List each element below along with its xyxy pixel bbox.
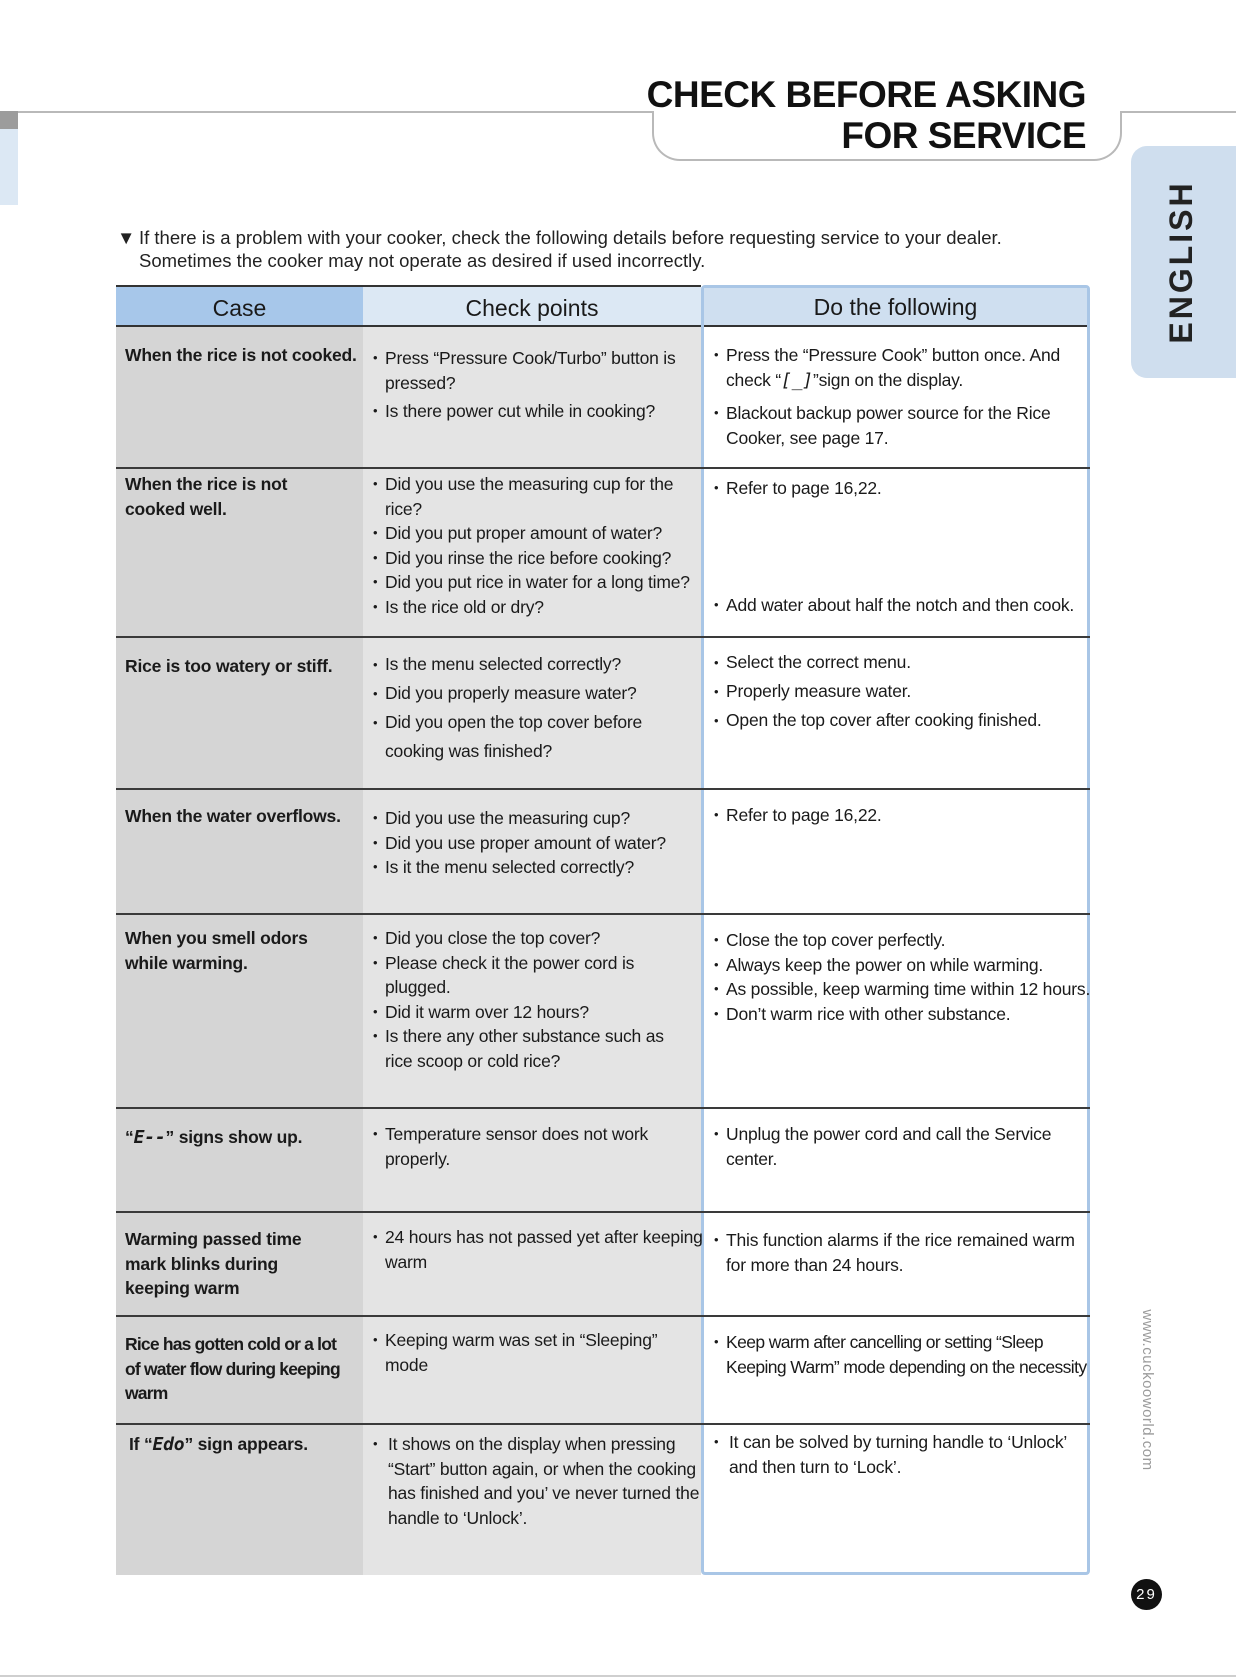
row-divider — [116, 1423, 1090, 1425]
row-3-case: Rice is too watery or stiff. — [125, 656, 333, 676]
check-item: • Please check it the power cord is plugged. — [373, 951, 703, 1000]
row-1-case: When the rice is not cooked. — [125, 345, 357, 365]
check-item: • Is the rice old or dry? — [373, 595, 703, 620]
intro-paragraph — [117, 226, 1092, 272]
row-7-do — [714, 1228, 1094, 1277]
language-label: ENGLISH — [1163, 180, 1199, 344]
case-text-part: “ — [125, 1127, 134, 1147]
row-7-case: Warming passed time mark blinks during keeping warm — [125, 1229, 302, 1298]
page-title — [647, 74, 1086, 156]
do-item: • Add water about half the notch and then cook. — [714, 593, 1094, 618]
lcd-error-symbol: Edo — [152, 1434, 185, 1455]
check-item: • Keeping warm was set in “Sleeping” mode — [373, 1328, 665, 1377]
case-text-part: ” signs show up. — [165, 1127, 303, 1147]
do-item: • Don’t warm rice with other substance. — [714, 1002, 1094, 1027]
do-item: • This function alarms if the rice remained warm for more than 24 hours. — [714, 1228, 1076, 1277]
do-item: • Close the top cover perfectly. — [714, 928, 1094, 953]
triangle-down-icon: ▼ — [117, 227, 136, 248]
header-rule — [18, 111, 658, 113]
check-item: • Did you put rice in water for a long time? — [373, 570, 703, 595]
row-7-check — [373, 1225, 703, 1274]
check-item: • Did you use the measuring cup? — [373, 806, 703, 831]
header-do-the-following: Do the following — [704, 288, 1087, 327]
check-item: • Is the menu selected correctly? — [373, 650, 703, 679]
lcd-error-symbol: E-- — [133, 1127, 166, 1148]
check-item: • Did it warm over 12 hours? — [373, 1000, 703, 1025]
check-item: • Did you close the top cover? — [373, 926, 703, 951]
do-item: • Always keep the power on while warming. — [714, 953, 1094, 978]
row-1-check — [373, 346, 703, 424]
check-item: • Is there any other substance such as rice scoop or cold rice? — [373, 1024, 690, 1073]
do-item: • Unplug the power cord and call the Service center. — [714, 1122, 1056, 1171]
website-url: www.cuckooworld.com — [1139, 1309, 1156, 1471]
side-accent — [0, 129, 18, 205]
row-4-do — [714, 803, 1094, 828]
corner-mark — [0, 111, 18, 129]
row-4-case: When the water overflows. — [125, 806, 341, 826]
row-1-do — [714, 343, 1094, 450]
check-item: • Temperature sensor does not work properly. — [373, 1122, 655, 1171]
check-item: • Did you properly measure water? — [373, 679, 703, 708]
row-divider — [116, 636, 1090, 638]
row-8-check — [373, 1328, 703, 1377]
do-item: • Blackout backup power source for the Rice Cooker, see page 17. — [714, 401, 1094, 450]
row-4-check — [373, 806, 703, 880]
do-item: • Refer to page 16,22. — [714, 803, 1094, 828]
page-number: 29 — [1131, 1579, 1162, 1610]
title-line-2: FOR SERVICE — [841, 115, 1086, 156]
row-3-do — [714, 648, 1094, 735]
do-item: • Properly measure water. — [714, 677, 1094, 706]
row-divider — [116, 1107, 1090, 1109]
check-item: • Did you rinse the rice before cooking? — [373, 546, 703, 571]
do-item: • As possible, keep warming time within 12 hours. — [714, 977, 1094, 1002]
header-check-points: Check points — [363, 285, 701, 327]
row-8-do — [714, 1330, 1094, 1379]
row-divider — [116, 788, 1090, 790]
row-8-case: Rice has gotten cold or a lot of water flow during keeping warm — [125, 1334, 340, 1403]
check-item: • 24 hours has not passed yet after keeping warm — [373, 1225, 703, 1274]
row-6-case — [125, 1125, 357, 1151]
check-item: • Is there power cut while in cooking? — [373, 399, 703, 424]
row-9-do — [714, 1430, 1094, 1479]
title-line-1: CHECK BEFORE ASKING — [646, 74, 1086, 115]
row-5-do — [714, 928, 1094, 1026]
case-text-part: If “ — [129, 1434, 153, 1454]
check-item: • Did you use proper amount of water? — [373, 831, 703, 856]
do-item: • Keep warm after cancelling or setting “Sleep Keeping Warm” mode depending on the necessity — [714, 1330, 1106, 1379]
check-item: • Did you use the measuring cup for the rice? — [373, 472, 703, 521]
row-divider — [116, 467, 1090, 469]
row-6-check — [373, 1122, 703, 1171]
lcd-display-symbol: [_] — [781, 369, 813, 391]
row-divider — [116, 1211, 1090, 1213]
row-9-check — [373, 1432, 703, 1530]
do-item: • Select the correct menu. — [714, 648, 1094, 677]
do-text-part: ”sign on the display. — [812, 369, 964, 390]
do-item: • Open the top cover after cooking finished. — [714, 706, 1094, 735]
check-item: • It shows on the display when pressing “Start” button again, or when the cooking has finished and you’ ve never turned the handle to ‘Unlock’. — [373, 1432, 703, 1530]
row-2-do-1 — [714, 476, 1094, 501]
row-5-check — [373, 926, 703, 1073]
do-item: • Refer to page 16,22. — [714, 476, 1094, 501]
row-divider — [116, 1315, 1090, 1317]
check-item: • Press “Pressure Cook/Turbo” button is pressed? — [373, 346, 703, 395]
do-item: • It can be solved by turning handle to ‘Unlock’ and then turn to ‘Lock’. — [714, 1430, 1074, 1479]
row-2-case: When the rice is not cooked well. — [125, 474, 288, 519]
do-item — [714, 343, 1094, 393]
row-divider — [116, 913, 1090, 915]
row-2-do-2 — [714, 593, 1094, 618]
check-item: • Did you open the top cover before cooking was finished? — [373, 708, 655, 766]
check-item: • Did you put proper amount of water? — [373, 521, 703, 546]
row-2-check — [373, 472, 703, 619]
row-6-do — [714, 1122, 1094, 1171]
do-text-part: Press the “Pressure Cook” button once. And check “ — [726, 345, 1061, 390]
header-rule-right — [1116, 111, 1236, 113]
row-3-check — [373, 650, 703, 766]
intro-text: If there is a problem with your cooker, check the following details before requesting service to your dealer. Sometimes the cooker may not operate as desired if used incorrectly. — [139, 227, 1002, 271]
row-9-case — [129, 1432, 361, 1458]
row-5-case: When you smell odors while warming. — [125, 928, 308, 973]
check-item: • Is it the menu selected correctly? — [373, 855, 703, 880]
header-case: Case — [116, 285, 363, 327]
case-text-part: ” sign appears. — [184, 1434, 308, 1454]
